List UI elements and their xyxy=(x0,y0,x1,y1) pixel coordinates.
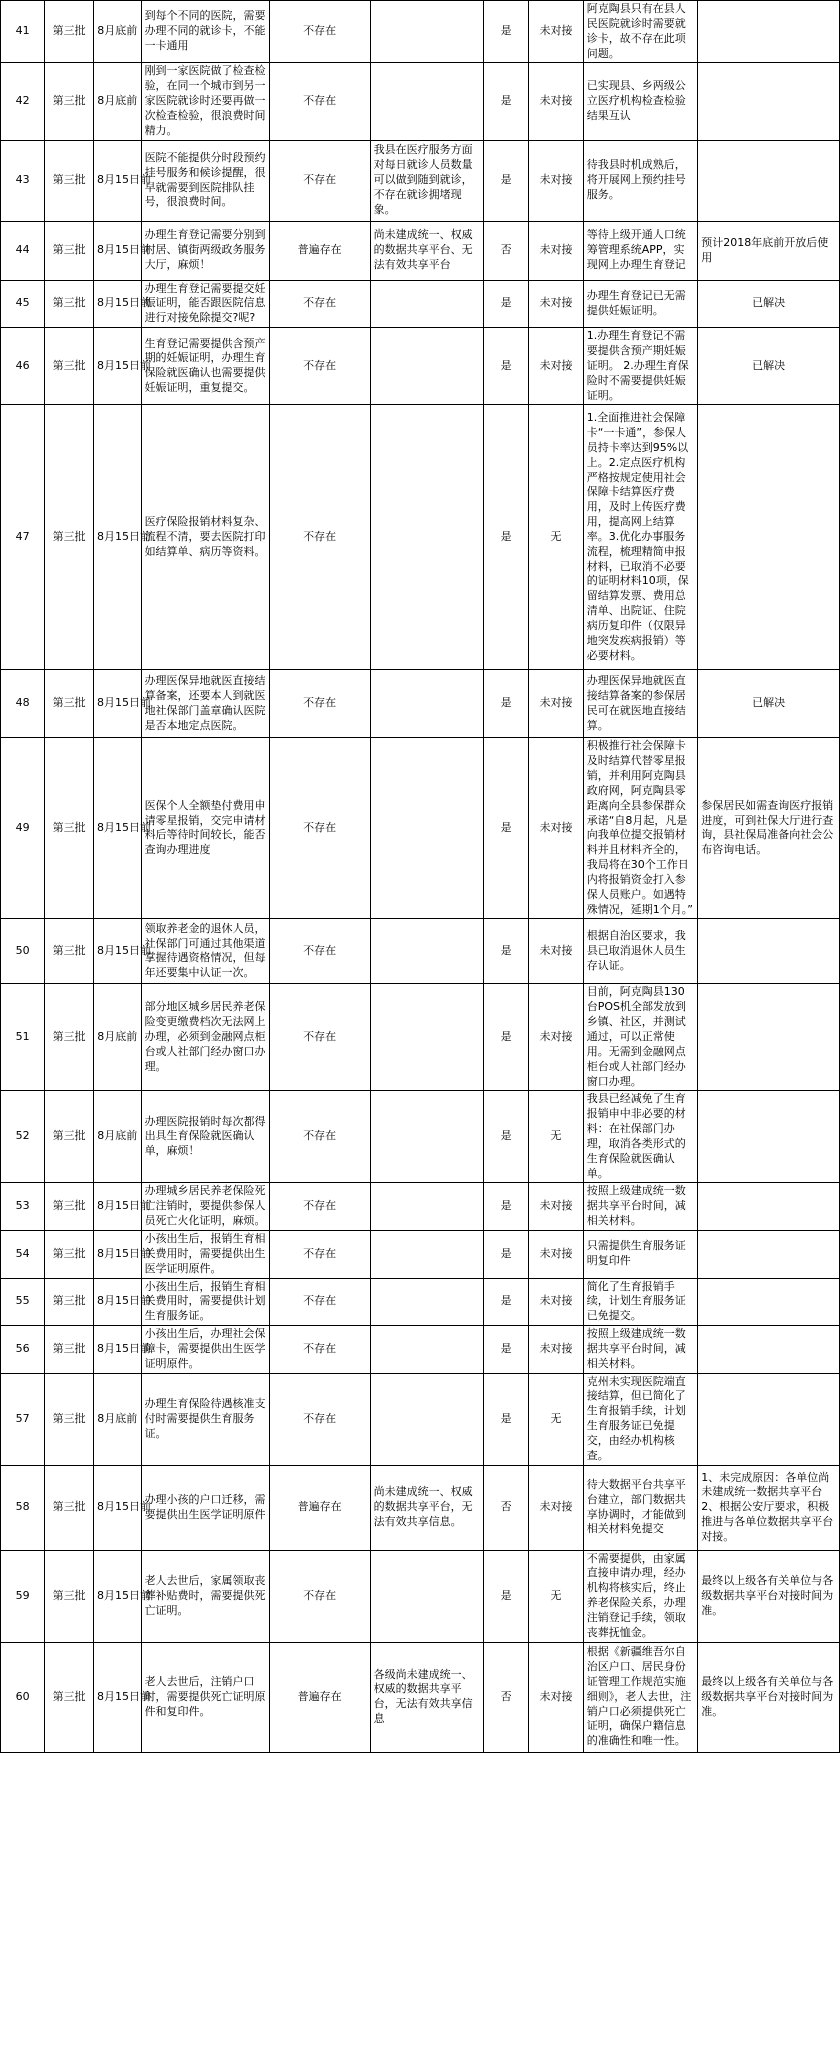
measures-cell: 阿克陶县只有在县人民医院就诊时需要就诊卡，故不存在此项问题。 xyxy=(583,1,698,63)
measures-cell: 1.全面推进社会保障卡“一卡通”，参保人员持卡率达到95%以上。2.定点医疗机构严格按规定使用社会保障卡结算医疗费用，及时上传医疗费用，提高网上结算率。3.优化办事服务流程，梳理精简申报材料，已取消不必要的证明材料10项，保留结算发票、费用总清单、出院证、住院病历复印件（仅限异地突发疾病报销）等必要材料。 xyxy=(583,405,698,670)
integration-status-cell: 未对接 xyxy=(529,1183,583,1231)
remarks-cell xyxy=(698,1230,840,1278)
issue-description-cell: 医疗保险报销材料复杂、流程不清，要去医院打印如结算单、病历等资料。 xyxy=(141,405,269,670)
integration-status-cell: 无 xyxy=(529,1091,583,1183)
issue-description-cell: 老人去世后，注销户口时，需要提供死亡证明原件和复印件。 xyxy=(141,1642,269,1752)
remarks-cell xyxy=(698,63,840,140)
row-number-cell: 43 xyxy=(1,140,45,221)
table-row xyxy=(1,221,840,280)
deadline-cell: 8月底前 xyxy=(93,1091,141,1183)
resolved-flag-cell: 否 xyxy=(483,1642,528,1752)
deadline-cell: 8月15日前 xyxy=(93,1278,141,1326)
row-number-cell: 56 xyxy=(1,1326,45,1374)
resolved-flag-cell: 是 xyxy=(483,140,528,221)
reason-cell xyxy=(370,984,483,1091)
batch-cell: 第三批 xyxy=(45,1,94,63)
row-number-cell: 44 xyxy=(1,221,45,280)
deadline-cell: 8月15日前 xyxy=(93,919,141,984)
resolved-flag-cell: 是 xyxy=(483,919,528,984)
batch-cell: 第三批 xyxy=(45,738,94,919)
row-number-cell: 42 xyxy=(1,63,45,140)
table-row xyxy=(1,1326,840,1374)
table-row xyxy=(1,405,840,670)
integration-status-cell: 未对接 xyxy=(529,1278,583,1326)
table-row xyxy=(1,670,840,738)
integration-status-cell: 未对接 xyxy=(529,1,583,63)
table-row xyxy=(1,140,840,221)
table-row xyxy=(1,63,840,140)
measures-cell: 克州未实现医院端直接结算，但已简化了生育报销手续，计划生育服务证已免提交，由经办机构核查。 xyxy=(583,1373,698,1465)
deadline-cell: 8月15日前 xyxy=(93,670,141,738)
row-number-cell: 41 xyxy=(1,1,45,63)
existence-status-cell: 普遍存在 xyxy=(269,1465,370,1550)
measures-cell: 待大数据平台共享平台建立，部门数据共享协调时，才能做到相关材料免提交 xyxy=(583,1465,698,1550)
integration-status-cell: 未对接 xyxy=(529,984,583,1091)
resolved-flag-cell: 是 xyxy=(483,328,528,405)
row-number-cell: 59 xyxy=(1,1550,45,1642)
existence-status-cell: 不存在 xyxy=(269,1278,370,1326)
reason-cell xyxy=(370,405,483,670)
existence-status-cell: 不存在 xyxy=(269,1091,370,1183)
deadline-cell: 8月15日前 xyxy=(93,1230,141,1278)
row-number-cell: 48 xyxy=(1,670,45,738)
deadline-cell: 8月15日前 xyxy=(93,1465,141,1550)
row-number-cell: 60 xyxy=(1,1642,45,1752)
reason-cell: 各级尚未建成统一、权威的数据共享平台，无法有效共享信息 xyxy=(370,1642,483,1752)
integration-status-cell: 未对接 xyxy=(529,280,583,328)
reason-cell xyxy=(370,1550,483,1642)
reason-cell xyxy=(370,738,483,919)
deadline-cell: 8月15日前 xyxy=(93,1326,141,1374)
existence-status-cell: 普遍存在 xyxy=(269,1642,370,1752)
deadline-cell: 8月底前 xyxy=(93,1373,141,1465)
issue-description-cell: 办理生育保险待遇核准支付时需要提供生育服务证。 xyxy=(141,1373,269,1465)
batch-cell: 第三批 xyxy=(45,1465,94,1550)
row-number-cell: 58 xyxy=(1,1465,45,1550)
reason-cell xyxy=(370,1373,483,1465)
table-row xyxy=(1,328,840,405)
measures-cell: 不需要提供，由家属直接申请办理，经办机构将核实后，终止养老保险关系，办理注销登记手续，领取丧葬抚恤金。 xyxy=(583,1550,698,1642)
issue-description-cell: 小孩出生后，报销生育相关费用时，需要提供计划生育服务证。 xyxy=(141,1278,269,1326)
deadline-cell: 8月15日前 xyxy=(93,221,141,280)
measures-cell: 简化了生育报销手续，计划生育服务证已免提交。 xyxy=(583,1278,698,1326)
measures-cell: 积极推行社会保障卡及时结算代替零星报销，并利用阿克陶县政府网，阿克陶县零距离向全县参保群众承诺“自8月起，凡是向我单位提交报销材料并且材料齐全的，我局将在30个工作日内将报销资金打入参保人员账户。如遇特殊情况，延期1个月。” xyxy=(583,738,698,919)
deadline-cell: 8月15日前 xyxy=(93,1550,141,1642)
table-row xyxy=(1,280,840,328)
deadline-cell: 8月15日前 xyxy=(93,738,141,919)
remarks-cell: 已解决 xyxy=(698,670,840,738)
issue-description-cell: 到每个不同的医院，需要办理不同的就诊卡，不能一卡通用 xyxy=(141,1,269,63)
reason-cell xyxy=(370,1230,483,1278)
existence-status-cell: 不存在 xyxy=(269,1,370,63)
row-number-cell: 53 xyxy=(1,1183,45,1231)
integration-status-cell: 未对接 xyxy=(529,670,583,738)
reason-cell xyxy=(370,919,483,984)
resolved-flag-cell: 是 xyxy=(483,1183,528,1231)
measures-cell: 办理医保异地就医直接结算备案的参保居民可在就医地直接结算。 xyxy=(583,670,698,738)
remarks-cell: 参保居民如需查询医疗报销进度，可到社保大厅进行查询，县社保局准备向社会公布咨询电话。 xyxy=(698,738,840,919)
table-row xyxy=(1,1278,840,1326)
table-row xyxy=(1,1465,840,1550)
issue-description-cell: 办理医院报销时每次都得出具生育保险就医确认单，麻烦！ xyxy=(141,1091,269,1183)
remarks-cell: 预计2018年底前开放后使用 xyxy=(698,221,840,280)
resolved-flag-cell: 是 xyxy=(483,1278,528,1326)
issue-description-cell: 小孩出生后，办理社会保障卡，需要提供出生医学证明原件。 xyxy=(141,1326,269,1374)
reason-cell xyxy=(370,1278,483,1326)
remarks-cell: 已解决 xyxy=(698,328,840,405)
reason-cell xyxy=(370,63,483,140)
integration-status-cell: 无 xyxy=(529,1550,583,1642)
reason-cell: 我县在医疗服务方面对每日就诊人员数量可以做到随到就诊，不存在就诊拥堵现象。 xyxy=(370,140,483,221)
integration-status-cell: 未对接 xyxy=(529,1326,583,1374)
issue-description-cell: 办理小孩的户口迁移，需要提供出生医学证明原件 xyxy=(141,1465,269,1550)
measures-cell: 根据《新疆维吾尔自治区户口、居民身份证管理工作规范实施细则》，老人去世，注销户口必须提供死亡证明，确保户籍信息的准确性和唯一性。 xyxy=(583,1642,698,1752)
resolved-flag-cell: 是 xyxy=(483,984,528,1091)
integration-status-cell: 未对接 xyxy=(529,221,583,280)
issue-description-cell: 小孩出生后，报销生育相关费用时，需要提供出生医学证明原件。 xyxy=(141,1230,269,1278)
deadline-cell: 8月15日前 xyxy=(93,405,141,670)
remarks-cell xyxy=(698,1326,840,1374)
deadline-cell: 8月15日前 xyxy=(93,1642,141,1752)
measures-cell: 目前，阿克陶县130台POS机全部发放到乡镇、社区，并测试通过，可以正常使用。无需到金融网点柜台或人社部门经办窗口办理。 xyxy=(583,984,698,1091)
deadline-cell: 8月15日前 xyxy=(93,1183,141,1231)
row-number-cell: 47 xyxy=(1,405,45,670)
resolved-flag-cell: 是 xyxy=(483,738,528,919)
table-row xyxy=(1,919,840,984)
reason-cell xyxy=(370,328,483,405)
batch-cell: 第三批 xyxy=(45,1183,94,1231)
existence-status-cell: 普遍存在 xyxy=(269,221,370,280)
integration-status-cell: 未对接 xyxy=(529,919,583,984)
measures-cell: 只需提供生育服务证明复印件 xyxy=(583,1230,698,1278)
reason-cell xyxy=(370,1091,483,1183)
batch-cell: 第三批 xyxy=(45,405,94,670)
batch-cell: 第三批 xyxy=(45,1373,94,1465)
deadline-cell: 8月底前 xyxy=(93,984,141,1091)
issue-description-cell: 医院不能提供分时段预约挂号服务和候诊提醒，很早就需要到医院排队挂号，很浪费时间。 xyxy=(141,140,269,221)
remarks-cell: 最终以上级各有关单位与各级数据共享平台对接时间为准。 xyxy=(698,1550,840,1642)
existence-status-cell: 不存在 xyxy=(269,670,370,738)
remarks-cell xyxy=(698,1091,840,1183)
table-row xyxy=(1,1550,840,1642)
batch-cell: 第三批 xyxy=(45,1550,94,1642)
reason-cell xyxy=(370,1183,483,1231)
row-number-cell: 52 xyxy=(1,1091,45,1183)
batch-cell: 第三批 xyxy=(45,221,94,280)
batch-cell: 第三批 xyxy=(45,984,94,1091)
measures-cell: 已实现县、乡两级公立医疗机构检查检验结果互认 xyxy=(583,63,698,140)
table-row xyxy=(1,1230,840,1278)
existence-status-cell: 不存在 xyxy=(269,1183,370,1231)
batch-cell: 第三批 xyxy=(45,919,94,984)
resolved-flag-cell: 是 xyxy=(483,1373,528,1465)
issue-description-cell: 部分地区城乡居民养老保险变更缴费档次无法网上办理，必须到金融网点柜台或人社部门经办窗口办理。 xyxy=(141,984,269,1091)
integration-status-cell: 未对接 xyxy=(529,140,583,221)
existence-status-cell: 不存在 xyxy=(269,1550,370,1642)
row-number-cell: 49 xyxy=(1,738,45,919)
table-row xyxy=(1,1373,840,1465)
batch-cell: 第三批 xyxy=(45,670,94,738)
table-row xyxy=(1,1183,840,1231)
reason-cell: 尚未建成统一、权威的数据共享平台、无法有效共享平台 xyxy=(370,221,483,280)
resolved-flag-cell: 是 xyxy=(483,1,528,63)
existence-status-cell: 不存在 xyxy=(269,405,370,670)
existence-status-cell: 不存在 xyxy=(269,919,370,984)
integration-status-cell: 无 xyxy=(529,1373,583,1465)
row-number-cell: 57 xyxy=(1,1373,45,1465)
batch-cell: 第三批 xyxy=(45,328,94,405)
issue-description-cell: 办理生育登记需要分别到村居、镇街两级政务服务大厅，麻烦！ xyxy=(141,221,269,280)
existence-status-cell: 不存在 xyxy=(269,328,370,405)
remarks-cell xyxy=(698,984,840,1091)
deadline-cell: 8月15日前 xyxy=(93,280,141,328)
reason-cell xyxy=(370,280,483,328)
batch-cell: 第三批 xyxy=(45,1278,94,1326)
existence-status-cell: 不存在 xyxy=(269,984,370,1091)
batch-cell: 第三批 xyxy=(45,140,94,221)
table-row xyxy=(1,984,840,1091)
resolved-flag-cell: 是 xyxy=(483,405,528,670)
existence-status-cell: 不存在 xyxy=(269,1373,370,1465)
deadline-cell: 8月底前 xyxy=(93,63,141,140)
batch-cell: 第三批 xyxy=(45,1642,94,1752)
integration-status-cell: 未对接 xyxy=(529,63,583,140)
row-number-cell: 51 xyxy=(1,984,45,1091)
resolved-flag-cell: 是 xyxy=(483,670,528,738)
resolved-flag-cell: 否 xyxy=(483,1465,528,1550)
row-number-cell: 50 xyxy=(1,919,45,984)
existence-status-cell: 不存在 xyxy=(269,140,370,221)
row-number-cell: 45 xyxy=(1,280,45,328)
integration-status-cell: 未对接 xyxy=(529,328,583,405)
table-row xyxy=(1,738,840,919)
remarks-cell xyxy=(698,140,840,221)
issue-description-cell: 办理生育登记需要提交妊娠证明，能否跟医院信息进行对接免除提交?呢? xyxy=(141,280,269,328)
measures-cell: 按照上级建成统一数据共享平台时间，减相关材料。 xyxy=(583,1326,698,1374)
issue-description-cell: 生育登记需要提供含预产期的妊娠证明，办理生育保险就医确认也需要提供妊娠证明，重复提交。 xyxy=(141,328,269,405)
remarks-cell xyxy=(698,1373,840,1465)
resolved-flag-cell: 是 xyxy=(483,63,528,140)
table-row xyxy=(1,1642,840,1752)
issue-description-cell: 刚到一家医院做了检查检验，在同一个城市到另一家医院就诊时还要再做一次检查检验，很浪费时间精力。 xyxy=(141,63,269,140)
resolved-flag-cell: 是 xyxy=(483,1091,528,1183)
resolved-flag-cell: 否 xyxy=(483,221,528,280)
deadline-cell: 8月15日前 xyxy=(93,140,141,221)
remarks-cell xyxy=(698,1183,840,1231)
measures-cell: 等待上级开通人口统筹管理系统APP，实现网上办理生育登记 xyxy=(583,221,698,280)
resolved-flag-cell: 是 xyxy=(483,1550,528,1642)
remarks-cell xyxy=(698,405,840,670)
row-number-cell: 54 xyxy=(1,1230,45,1278)
remarks-cell xyxy=(698,919,840,984)
issue-description-cell: 办理城乡居民养老保险死亡注销时，要提供参保人员死亡火化证明，麻烦。 xyxy=(141,1183,269,1231)
issue-description-cell: 医保个人全额垫付费用申请零星报销，交完申请材料后等待时间较长，能否查询办理进度 xyxy=(141,738,269,919)
reason-cell xyxy=(370,1326,483,1374)
row-number-cell: 46 xyxy=(1,328,45,405)
existence-status-cell: 不存在 xyxy=(269,1326,370,1374)
remarks-cell: 1、未完成原因：各单位尚未建成统一数据共享平台2、根据公安厅要求，积极推进与各单位数据共享平台对接。 xyxy=(698,1465,840,1550)
existence-status-cell: 不存在 xyxy=(269,1230,370,1278)
integration-status-cell: 无 xyxy=(529,405,583,670)
batch-cell: 第三批 xyxy=(45,1091,94,1183)
measures-cell: 按照上级建成统一数据共享平台时间，减相关材料。 xyxy=(583,1183,698,1231)
measures-cell: 1.办理生育登记不需要提供含预产期妊娠证明。 2.办理生育保险时不需要提供妊娠证明。 xyxy=(583,328,698,405)
issue-description-cell: 领取养老金的退休人员，社保部门可通过其他渠道掌握待遇资格情况，但每年还要集中认证一次。 xyxy=(141,919,269,984)
row-number-cell: 55 xyxy=(1,1278,45,1326)
deadline-cell: 8月底前 xyxy=(93,1,141,63)
existence-status-cell: 不存在 xyxy=(269,63,370,140)
reason-cell xyxy=(370,1,483,63)
reason-cell: 尚未建成统一、权威的数据共享平台，无法有效共享信息。 xyxy=(370,1465,483,1550)
resolved-flag-cell: 是 xyxy=(483,280,528,328)
remarks-cell: 最终以上级各有关单位与各级数据共享平台对接时间为准。 xyxy=(698,1642,840,1752)
existence-status-cell: 不存在 xyxy=(269,738,370,919)
issue-description-cell: 老人去世后，家属领取丧葬补贴费时，需要提供死亡证明。 xyxy=(141,1550,269,1642)
batch-cell: 第三批 xyxy=(45,63,94,140)
batch-cell: 第三批 xyxy=(45,1230,94,1278)
resolved-flag-cell: 是 xyxy=(483,1326,528,1374)
existence-status-cell: 不存在 xyxy=(269,280,370,328)
integration-status-cell: 未对接 xyxy=(529,1642,583,1752)
measures-cell: 我县已经减免了生育报销申中非必要的材料：在社保部门办理，取消各类形式的生育保险就医确认单。 xyxy=(583,1091,698,1183)
batch-cell: 第三批 xyxy=(45,280,94,328)
table-row xyxy=(1,1091,840,1183)
resolved-flag-cell: 是 xyxy=(483,1230,528,1278)
measures-cell: 根据自治区要求，我县已取消退休人员生存认证。 xyxy=(583,919,698,984)
measures-cell: 办理生育登记已无需提供妊娠证明。 xyxy=(583,280,698,328)
integration-status-cell: 未对接 xyxy=(529,1230,583,1278)
integration-status-cell: 未对接 xyxy=(529,1465,583,1550)
batch-cell: 第三批 xyxy=(45,1326,94,1374)
measures-cell: 待我县时机成熟后，将开展网上预约挂号服务。 xyxy=(583,140,698,221)
deadline-cell: 8月15日前 xyxy=(93,328,141,405)
integration-status-cell: 未对接 xyxy=(529,738,583,919)
remarks-cell xyxy=(698,1278,840,1326)
table-row xyxy=(1,1,840,63)
issue-description-cell: 办理医保异地就医直接结算备案，还要本人到就医地社保部门盖章确认医院是否本地定点医院。 xyxy=(141,670,269,738)
reason-cell xyxy=(370,670,483,738)
remarks-cell: 已解决 xyxy=(698,280,840,328)
remarks-cell xyxy=(698,1,840,63)
